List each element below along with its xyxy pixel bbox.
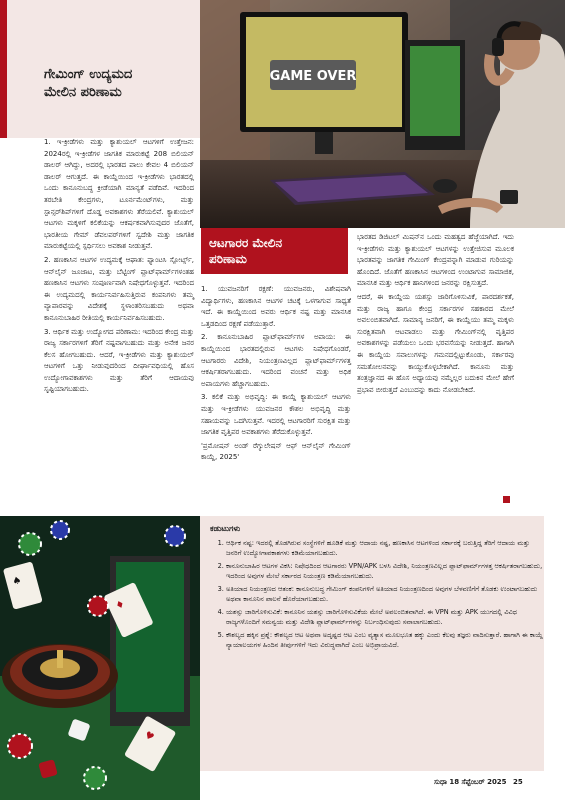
- section-heading-block: [0, 0, 200, 138]
- paragraph: 3. ಕಲಿಕೆ ಮತ್ತು ಅಭಿವೃದ್ಧಿ: ಈ ಕಾಯ್ದೆ ಕ್ಯಾಶುಯಲ್ ಆಟಗಳು ಮತ್ತು ಇ-ಕ್ರೀಡೆಗಳು ಯುವಜನರ ಕೌಶಲ ಅಭಿವೃದ್ಧಿ ಮತ್ತು ಸಹಾಯವನ್ನು ಒದಗಿಸುತ್ತವೆ. ಇದರಲ್ಲಿ ಆಟಗಾರರಿಗೆ ಸುರಕ್ಷಿತ ಮತ್ತು ಜಾಗತಿಕ ವೃತ್ತಿಪರ ಅವಕಾಶಗಳು ತೆರೆದುಕೊಳ್ಳುತ್ತವೆ.: [201, 393, 351, 437]
- panel-title: ಕಡುಟುಗಳು: [210, 524, 241, 533]
- list-item: 3. ಅತಿಯಾದ ನಿಯಂತ್ರಣದ ಆತಂಕ: ಕಾನೂನುಬದ್ಧ ಗೇಮಿಂಗ್ ಕಂಪನಿಗಳಿಗೆ ಅತಿಯಾದ ನಿಯಂತ್ರಣದಿಂದ ಅವುಗಳ ಬೆಳವಣಿಗೆಗೆ ತೊಡಕು ಉಂಟಾಗಬಹುದು ಅಥವಾ ಕಾನೂನಿನ ಪಾಲನೆ ಹೊರೆಯಾಗಬಹುದು.: [226, 584, 544, 604]
- list-item: 1. ಆರ್ಥಿಕ ನಷ್ಟ: ಇದರಲ್ಲಿ ತೊಡಗಿರುವ ಸಂಸ್ಥೆಗಳಿಗೆ ಹೂಡಿಕೆ ಮತ್ತು ಆದಾಯ ನಷ್ಟ, ಹಣಕಾಸಿನ ಆಟಗಳಿಂದ ಸರ್ಕಾರಕ್ಕೆ ಬರುತ್ತಿದ್ದ ತೆರಿಗೆ ಆದಾಯ ಮತ್ತು ಜನರಿಗೆ ಉದ್ಯೋಗಾವಕಾಶಗಳು ಕಡಿಮೆಯಾಗಬಹುದು.: [226, 538, 544, 558]
- section-title: [44, 66, 194, 102]
- accent-bar: [0, 0, 7, 138]
- article-column-middle: [201, 284, 351, 524]
- paragraph: 2. ಹಣಕಾಸಿನ ಆಟಗಳ ಉದ್ಯಮಕ್ಕೆ ಆಘಾತ: ಫ್ಯಾಂಟಸಿ ಸ್ಪೋರ್ಟ್ಸ್, ಆನ್‌ಲೈನ್ ಜೂಜಾಟ, ಮತ್ತು ಬೆಟ್ಟಿಂಗ್ ಪ್ಲಾಟ್‌ಫಾರ್ಮ್‌ಗಳಂತಹ ಹಣಕಾಸಿನ ಆಟಗಳು ಸಂಪೂರ್ಣವಾಗಿ ನಿಷೇಧಗೊಳ್ಳುತ್ತವೆ. ಇದರಿಂದ ಈ ಉದ್ಯಮದಲ್ಲಿ ಕಾರ್ಯನಿರ್ವಹಿಸುತ್ತಿರುವ ಕಂಪನಿಗಳು ತಮ್ಮ ವ್ಯಾಪಾರವನ್ನು ವಿದೇಶಕ್ಕೆ ಸ್ಥಳಾಂತರಿಸಬಹುದು ಅಥವಾ ಕಾನೂನುಬಾಹಿರ ರೀತಿಯಲ್ಲಿ ಕಾರ್ಯನಿರ್ವಹಿಸಬಹುದು.: [44, 255, 194, 322]
- gamer-photo: [200, 0, 565, 228]
- svg-text:♥: ♥: [142, 729, 156, 744]
- section-title-line1: ಆಟಗಾರರ ಮೇಲಿನ: [209, 236, 283, 250]
- paragraph: 'ಪ್ರಮೋಷನ್ ಅಂಡ್ ರೆಗ್ಯುಲೇಷನ್ ಆಫ್ ಆನ್‌ಲೈನ್ ಗೇಮಿಂಗ್ ಕಾಯ್ದೆ, 2025': [201, 441, 351, 462]
- section-title-line1: ಗೇಮಿಂಗ್ ಉದ್ಯಮದ: [44, 67, 133, 82]
- article-column-right: [357, 232, 514, 517]
- section-title: [209, 235, 282, 267]
- casino-illustration: [0, 516, 200, 800]
- game-over-text: GAME OVER: [269, 69, 357, 84]
- gamer-illustration: [200, 0, 565, 228]
- paragraph: ಭಾರತದ ಡಿಜಿಟಲ್ ಮಿಷನ್‌ನ ಒಂದು ಮಹತ್ವದ ಹೆಜ್ಜೆಯಾಗಿದೆ. ಇದು ಇ-ಕ್ರೀಡೆಗಳು ಮತ್ತು ಕ್ಯಾಶುಯಲ್ ಆಟಗಳನ್ನು ಉತ್ತೇಜಿಸುವ ಮೂಲಕ ಭಾರತವನ್ನು ಜಾಗತಿಕ ಗೇಮಿಂಗ್ ಕೇಂದ್ರವನ್ನಾಗಿ ಮಾಡುವ ಗುರಿಯನ್ನು ಹೊಂದಿದೆ. ಜೊತೆಗೆ ಹಣಕಾಸಿನ ಆಟಗಳಿಂದ ಉಂಟಾಗುವ ಸಾಮಾಜಿಕ, ಮಾನಸಿಕ ಮತ್ತು ಆರ್ಥಿಕ ಹಾನಿಗಳಿಂದ ಜನರನ್ನು ರಕ್ಷಿಸುತ್ತದೆ.: [357, 233, 514, 288]
- list-item: 4. ಯಶಸ್ಸು ಜಾರಿಗೊಳಿಸುವಿಕೆ: ಕಾನೂನಿನ ಯಶಸ್ಸು ಜಾರಿಗೊಳಿಸುವಿಕೆಯ ಮೇಲೆ ಅವಲಂಬಿತವಾಗಿದೆ. ಈ VPN ಮತ್ತು APK ಯುಗದಲ್ಲಿ ವಿವಿಧ ರಾಜ್ಯಗಳೊಂದಿಗೆ ಸಮನ್ವಯ ಮತ್ತು ವಿದೇಶಿ ಪ್ಲಾಟ್‌ಫಾರ್ಮ್‌ಗಳನ್ನು ನಿರ್ಬಂಧಿಸುವುದು ಸವಾಲಾಗಬಹುದು.: [226, 607, 544, 627]
- drawbacks-list: [212, 538, 544, 653]
- list-item: 5. ಕೌಶಲ್ಯದ ಹಕ್ಕಿನ ಪ್ರಶ್ನೆ: ಕೌಶಲ್ಯದ ಆಟ ಅಥವಾ ಅದೃಷ್ಟದ ಆಟ ಎಂಬ ವ್ಯತ್ಯಾಸ ಮೂಲಭೂತ ಹಕ್ಕು ಎಂದು ಕೆಲವು ತಜ್ಞರು ವಾದಿಸುತ್ತಾರೆ. ಹಾಗಾಗಿ ಈ ಕಾಯ್ದೆ ನ್ಯಾಯಾಲಯಗಳ ಹಿಂದಿನ ತೀರ್ಪುಗಳಿಗೆ ಇದು ವಿರುದ್ಧವಾಗಿದೆ ಎಂಬ ಅಭಿಪ್ರಾಯವಿದೆ.: [226, 630, 544, 650]
- paragraph: 3. ಆರ್ಥಿಕ ಮತ್ತು ಉದ್ಯೋಗದ ಪರಿಣಾಮ: ಇದರಿಂದ ಕೇಂದ್ರ ಮತ್ತು ರಾಜ್ಯ ಸರ್ಕಾರಗಳಿಗೆ ತೆರಿಗೆ ನಷ್ಟವಾಗಬಹುದು ಮತ್ತು ಅನೇಕ ಜನರ ಕೆಲಸ ಹೋಗಬಹುದು. ಆದರೆ, ಇ-ಕ್ರೀಡೆಗಳು ಮತ್ತು ಕ್ಯಾಶುಯಲ್ ಆಟಗಳಿಗೆ ಒತ್ತು ನೀಡುವುದರಿಂದ ದೀರ್ಘಾವಧಿಯಲ್ಲಿ ಹೊಸ ಉದ್ಯೋಗಾವಕಾಶಗಳು ಮತ್ತು ತೆರಿಗೆ ಆದಾಯವು ಸೃಷ್ಟಿಯಾಗಬಹುದು.: [44, 327, 194, 394]
- end-of-article-square: [503, 496, 510, 503]
- page-number: 25: [513, 778, 523, 786]
- page-footer: [434, 778, 523, 787]
- section-heading-red: [201, 228, 348, 274]
- drawbacks-panel: [200, 516, 544, 771]
- magazine-issue-label: ಸುಧಾ 18 ಸೆಪ್ಟೆಂಬರ್ 2025: [434, 778, 507, 786]
- paragraph: ಆದರೆ, ಈ ಕಾಯ್ದೆಯ ಯಶಸ್ಸು ಜಾರಿಗೊಳಿಸುವಿಕೆ, ಪಾರದರ್ಶಕತೆ, ಮತ್ತು ರಾಜ್ಯ ಹಾಗೂ ಕೇಂದ್ರ ಸರ್ಕಾರಗಳ ಸಹಕಾರದ ಮೇಲೆ ಅವಲಂಬಿತವಾಗಿದೆ. ಸಾಮಾನ್ಯ ಜನರಿಗೆ, ಈ ಕಾಯ್ದೆಯು ತಮ್ಮ ಮಕ್ಕಳು ಸುರಕ್ಷಿತವಾಗಿ ಆಟವಾಡಲು ಮತ್ತು ಗೇಮಿಂಗ್‌ನಲ್ಲಿ ವೃತ್ತಿಪರ ಅವಕಾಶಗಳನ್ನು ಪಡೆಯಲು ಒಂದು ಭರವಸೆಯನ್ನು ನೀಡುತ್ತದೆ. ಹಾಗಾಗಿ ಈ ಕಾಯ್ದೆಯ ಸವಾಲುಗಳನ್ನು ಗಮನದಲ್ಲಿಟ್ಟುಕೊಂಡು, ಸರ್ಕಾರವು ಸಮತೋಲನವನ್ನು ಕಾಯ್ದುಕೊಳ್ಳಬೇಕಾಗಿದೆ. ಕಾನೂನು ಮತ್ತು ತಂತ್ರಜ್ಞಾನದ ಈ ಹೊಸ ಅಧ್ಯಾಯವು ನಮ್ಮೆಲ್ಲರ ಬದುಕಿನ ಮೇಲೆ ಹೇಗೆ ಪ್ರಭಾವ ಬೀರುತ್ತದೆ ಎಂಬುದನ್ನು ಕಾದು ನೋಡಬೇಕಿದೆ.: [357, 292, 514, 394]
- casino-photo: [0, 516, 200, 800]
- paragraph: 1. ಇ-ಕ್ರೀಡೆಗಳು ಮತ್ತು ಕ್ಯಾಶುಯಲ್ ಆಟಗಳಿಗೆ ಉತ್ತೇಜನ: 2024ರಲ್ಲಿ ಇ-ಕ್ರೀಡೆಗಳ ಜಾಗತಿಕ ಮಾರುಕಟ್ಟೆ 208 ಬಿಲಿಯನ್ ಡಾಲರ್ ಆಗಿದ್ದು, ಅದರಲ್ಲಿ ಭಾರತದ ಪಾಲು ಕೇವಲ 4 ಬಿಲಿಯನ್ ಡಾಲರ್ ಆಗುತ್ತದೆ. ಈ ಕಾಯ್ದೆಯಿಂದ ಇ-ಕ್ರೀಡೆಗಳು ಭಾರತದಲ್ಲಿ ಒಂದು ಕಾನೂನುಬದ್ಧ ಕ್ರೀಡೆಯಾಗಿ ಮಾನ್ಯತೆ ಪಡೆದಿವೆ. ಇದರಿಂದ ತರಬೇತಿ ಕೇಂದ್ರಗಳು, ಟೂರ್ನಮೆಂಟ್‌ಗಳು, ಮತ್ತು ಸ್ಪಾನ್ಸರ್‌ಶಿಪ್‌ಗಳಿಗೆ ದೊಡ್ಡ ಅವಕಾಶಗಳು ತೆರೆಯಲಿವೆ. ಕ್ಯಾಶುಯಲ್ ಆಟಗಳು ಮಕ್ಕಳಿಗೆ ಕಲಿಕೆಯನ್ನು ಆಕರ್ಷಕವಾಗಿಸುವುದರ ಜೊತೆಗೆ, ಭಾರತೀಯ ಗೇಮ್ ಡೆವಲಪರ್‌ಗಳಿಗೆ ಸ್ವದೇಶಿ ಮತ್ತು ಜಾಗತಿಕ ಮಾರುಕಟ್ಟೆಯಲ್ಲಿ ಸ್ಪರ್ಧಿಸಲು ಅವಕಾಶ ನೀಡುತ್ತವೆ.: [44, 138, 194, 251]
- svg-text:♦: ♦: [113, 598, 127, 613]
- article-column-left: [44, 137, 194, 522]
- section-title-line2: ಪರಿಣಾಮ: [209, 252, 247, 266]
- paragraph: 1. ಯುವಜನರಿಗೆ ರಕ್ಷಣೆ: ಯುವಜನರು, ವಿಶೇಷವಾಗಿ ವಿದ್ಯಾರ್ಥಿಗಳು, ಹಣಕಾಸಿನ ಆಟಗಳ ಚಟಕ್ಕೆ ಒಳಗಾಗುವ ಸಾಧ್ಯತೆ ಇದೆ. ಈ ಕಾಯ್ದೆಯಿಂದ ಅವರು ಆರ್ಥಿಕ ನಷ್ಟ ಮತ್ತು ಮಾನಸಿಕ ಒತ್ತಡದಿಂದ ರಕ್ಷಣೆ ಪಡೆಯುತ್ತಾರೆ.: [201, 285, 351, 328]
- paragraph: 2. ಕಾನೂನುಬಾಹಿರ ಪ್ಲಾಟ್‌ಫಾರ್ಮ್‌ಗಳ ಅಪಾಯ: ಈ ಕಾಯ್ದೆಯಿಂದ ಭಾರತದಲ್ಲಿರುವ ಆಟಗಳು ನಿಷೇಧಗೊಂಡರೆ, ಆಟಗಾರರು ವಿದೇಶಿ, ನಿಯಂತ್ರಣವಿಲ್ಲದ ಪ್ಲಾಟ್‌ಫಾರ್ಮ್‌ಗಳತ್ತ ಆಕರ್ಷಿತರಾಗಬಹುದು. ಇದರಿಂದ ವಂಚನೆ ಮತ್ತು ಅಧಿಕ ಅಪಾಯಗಳು ಹೆಚ್ಚಾಗಬಹುದು.: [201, 333, 351, 388]
- section-title-line2: ಮೇಲಿನ ಪರಿಣಾಮ: [44, 85, 122, 100]
- svg-text:♠: ♠: [11, 574, 23, 588]
- list-item: 2. ಕಾನೂನುಬಾಹಿರ ಆಟಗಳ ವಿಕಸಿ: ನಿಷೇಧದಿಂದ ಆಟಗಾರರು VPN/APK ಬಳಸಿ ವಿದೇಶಿ, ನಿಯಂತ್ರಣವಿಲ್ಲದ ಪ್ಲಾಟ್‌ಫಾರ್ಮ್‌ಗಳತ್ತ ಆಕರ್ಷಿತರಾಗಬಹುದು, ಇದರಿಂದ ಅವುಗಳ ಮೇಲೆ ಸರ್ಕಾರದ ನಿಯಂತ್ರಣ ಕಡಿಮೆಯಾಗಬಹುದು.: [226, 561, 544, 581]
